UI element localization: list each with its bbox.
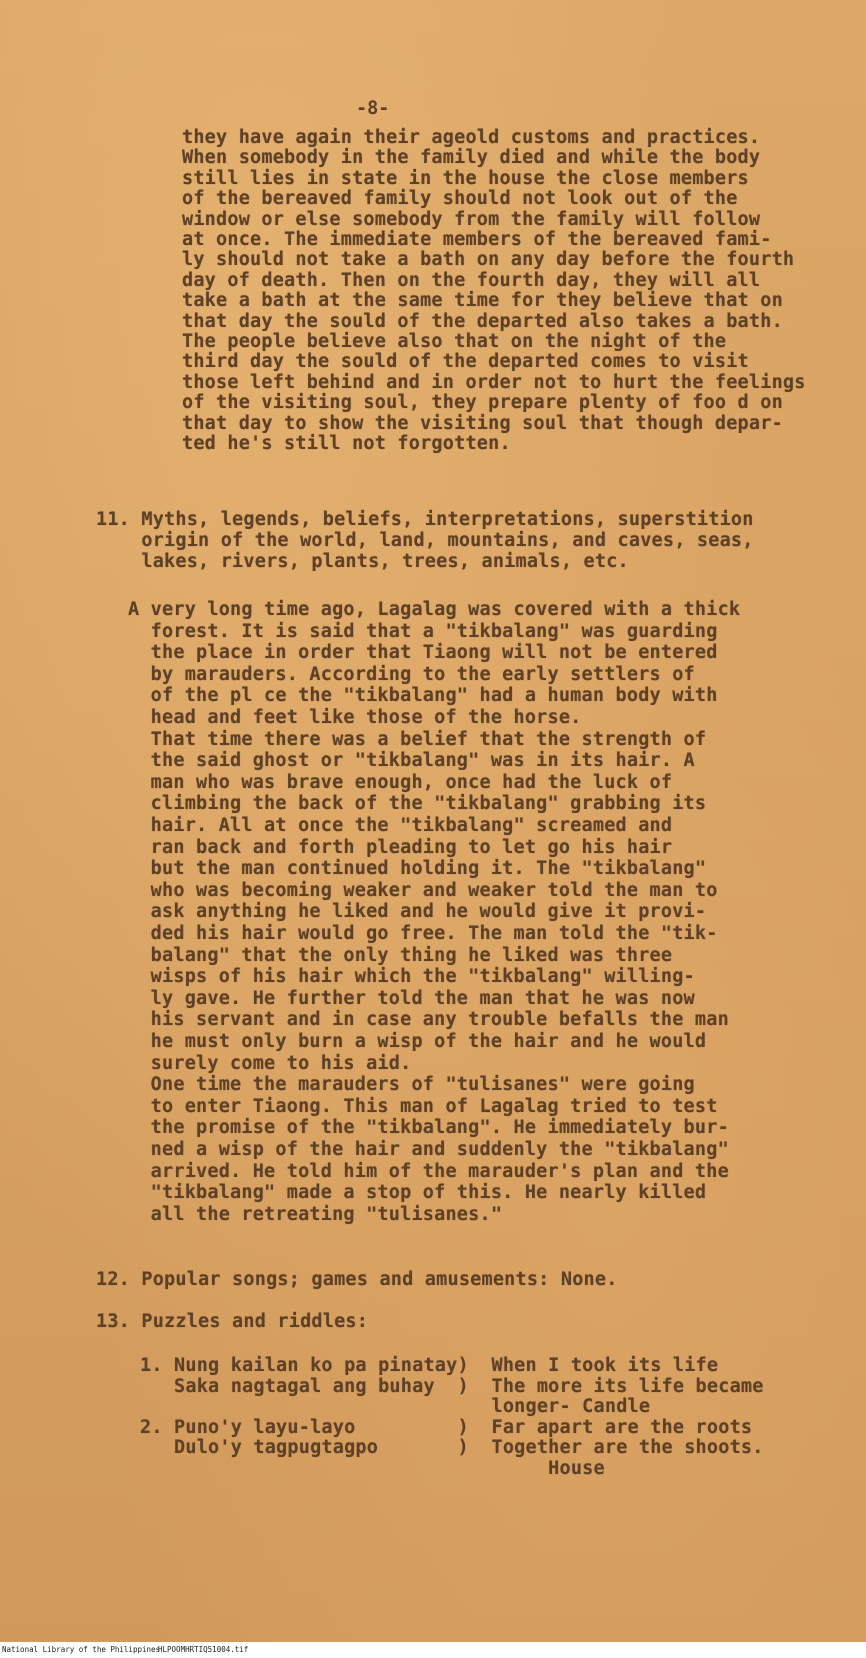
paragraph-line: of the bereaved family should not look out of the (182, 188, 738, 210)
legend-line: "tikbalang" made a stop of this. He nearly killed (128, 1182, 707, 1204)
riddle-line: longer- Candle (140, 1396, 651, 1417)
legend-line: hair. All at once the "tikbalang" screamed and (128, 815, 673, 836)
legend-line: the promise of the "tikbalang". He immediately bur- (128, 1117, 729, 1139)
riddle-line: 1. Nung kailan ko pa pinatay) When I took its life (140, 1355, 719, 1376)
paragraph-line: they have again their ageold customs and practices. (182, 127, 761, 148)
legend-line: arrived. He told him of the marauder's plan and the (128, 1160, 729, 1182)
legend-line: ran back and forth pleading to let go his hair (128, 836, 673, 858)
legend-line: by marauders. According to the early settlers of (128, 663, 695, 685)
legend-line: ask anything he liked and he would give it provi- (128, 901, 707, 923)
legend-line: ded his hair would go free. The man told the "tik- (128, 923, 718, 944)
riddle-line: 2. Puno'y layu-layo ) Far apart are the roots (140, 1416, 753, 1438)
section-11-line: origin of the world, land, mountains, and caves, seas, (96, 530, 754, 551)
footer-library-name: National Library of the Philippines (2, 1645, 161, 1654)
riddle-line: House (140, 1457, 605, 1479)
page-number: -8- (356, 98, 390, 119)
riddle-line: Saka nagtagal ang buhay ) The more its life became (140, 1375, 764, 1397)
legend-line: man who was brave enough, once had the luck of (128, 771, 673, 793)
legend-line: A very long time ago, Lagalag was covered with a thick (128, 599, 741, 620)
legend-line: the said ghost or "tikbalang" was in its hair. A (128, 750, 695, 772)
paragraph-line: window or else somebody from the family will follow (182, 208, 761, 230)
legend-line: balang" that the only thing he liked was three (128, 944, 673, 966)
riddle-line: Dulo'y tagpugtagpo ) Together are the shoots. (140, 1437, 764, 1458)
paragraph-line: that day to show the visiting soul that though depar- (182, 412, 783, 434)
paragraph-line: those left behind and in order not to hurt the feelings (182, 371, 806, 393)
legend-line: surely come to his aid. (128, 1052, 412, 1074)
paragraph-line: The people believe also that on the night of the (182, 331, 727, 352)
legend-line: to enter Tiaong. This man of Lagalag tried to test (128, 1095, 718, 1117)
section-12-heading: 12. Popular songs; games and amusements: None. (96, 1269, 618, 1290)
legend-line: but the man continued holding it. The "tikbalang" (128, 858, 707, 880)
paragraph-line: that day the sould of the departed also takes a bath. (182, 310, 783, 332)
legend-line: his servant and in case any trouble befalls the man (128, 1009, 729, 1031)
paragraph-line: still lies in state in the house the close members (182, 167, 749, 189)
paragraph-line: of the visiting soul, they prepare plenty of foo d on (182, 392, 783, 414)
paragraph-line: ly should not take a bath on any day before the fourth (182, 249, 795, 271)
paragraph-line: When somebody in the family died and while the body (182, 147, 761, 169)
legend-line: who was becoming weaker and weaker told the man to (128, 879, 718, 901)
paragraph-line: ted he's still not forgotten. (182, 433, 511, 454)
legend-line: he must only burn a wisp of the hair and he would (128, 1031, 707, 1052)
legend-line: climbing the back of the "tikbalang" grabbing its (128, 793, 707, 815)
section-13-heading: 13. Puzzles and riddles: (96, 1311, 369, 1332)
legend-line: wisps of his hair which the "tikbalang" willing- (128, 966, 695, 988)
legend-line: One time the marauders of "tulisanes" were going (128, 1074, 695, 1096)
legend-line: ned a wisp of the hair and suddenly the "tikbalang" (128, 1139, 729, 1160)
footer-file-name: HLPOOMHRTIQ51004.tif (158, 1645, 249, 1654)
legend-line: ly gave. He further told the man that he was now (128, 987, 695, 1009)
paragraph-line: day of death. Then on the fourth day, they will all (182, 269, 761, 291)
section-11-line: 11. Myths, legends, beliefs, interpretations, superstition (96, 509, 754, 530)
paragraph-line: at once. The immediate members of the bereaved fami- (182, 229, 772, 250)
legend-line: head and feet like those of the horse. (128, 707, 582, 728)
legend-line: the place in order that Tiaong will not be entered (128, 642, 718, 664)
paragraph-line: third day the sould of the departed comes to visit (182, 351, 749, 373)
legend-line: forest. It is said that a "tikbalang" was guarding (128, 620, 718, 642)
legend-line: That time there was a belief that the strength of (128, 728, 707, 750)
legend-line: all the retreating "tulisanes." (128, 1203, 503, 1225)
paragraph-line: take a bath at the same time for they believe that on (182, 290, 783, 312)
section-11-line: lakes, rivers, plants, trees, animals, etc. (96, 551, 629, 572)
scan-footer (0, 1642, 866, 1658)
legend-line: of the pl ce the "tikbalang" had a human body with (128, 685, 718, 707)
